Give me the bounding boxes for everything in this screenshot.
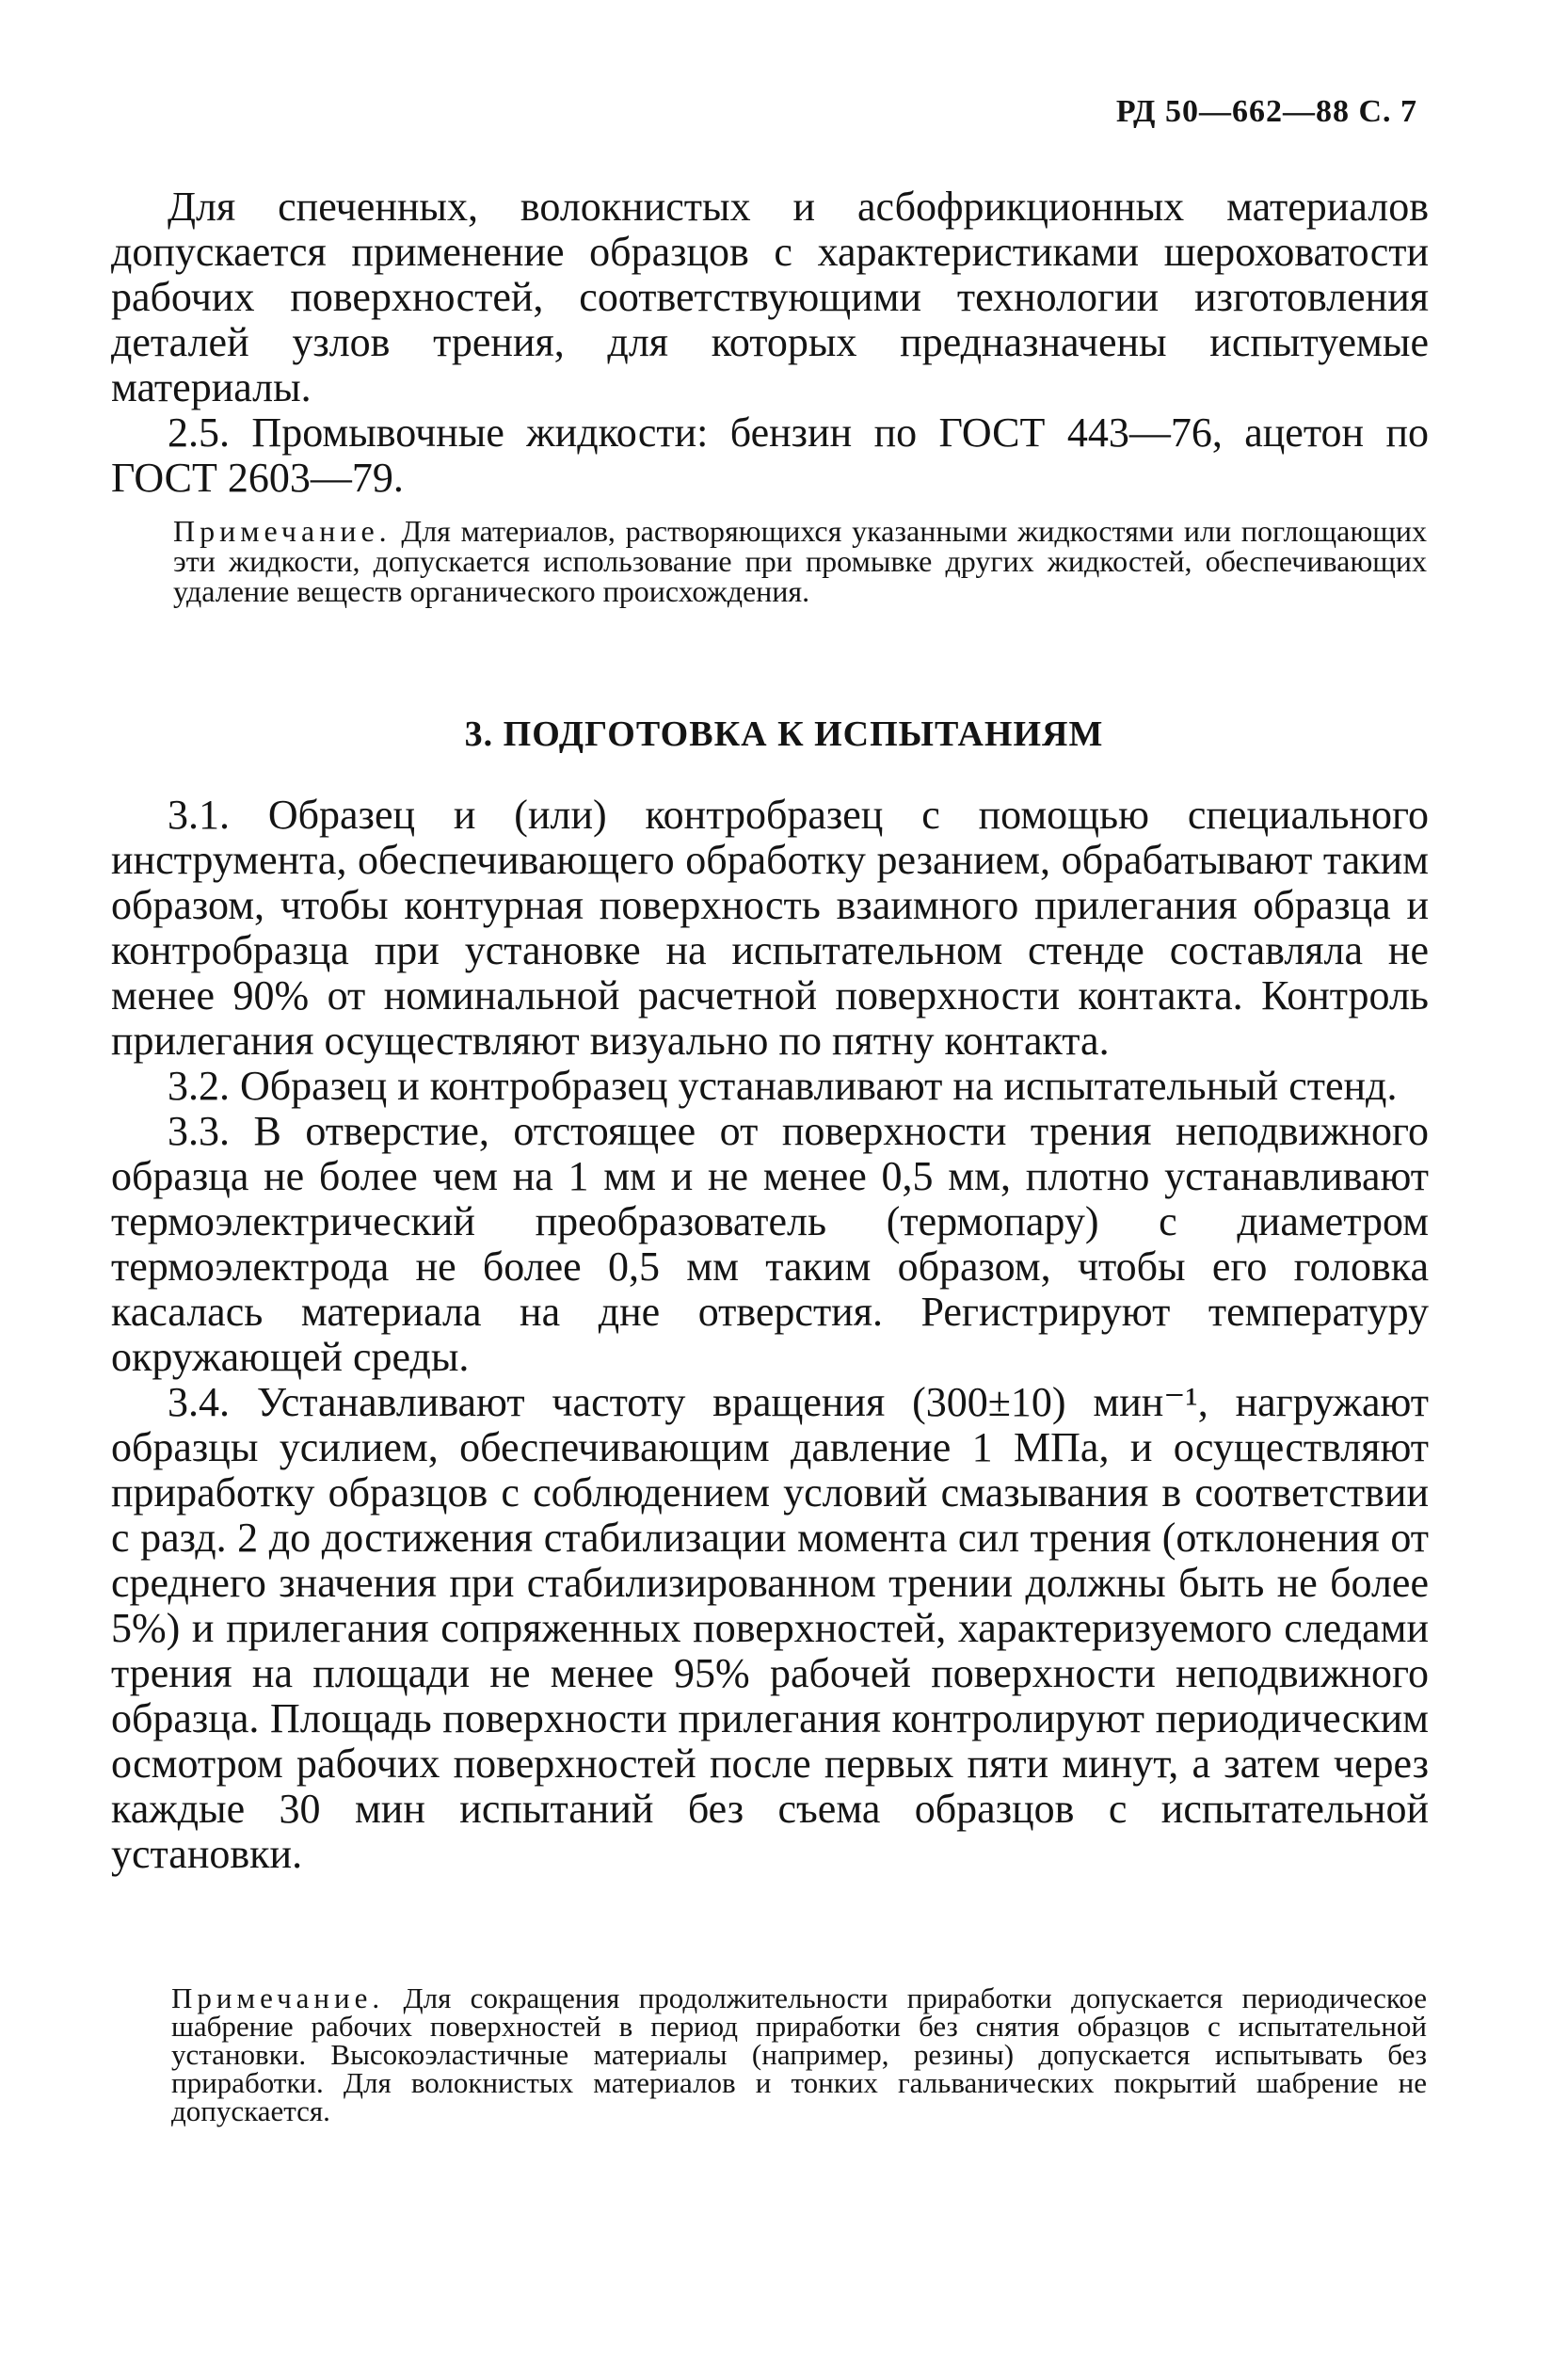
intro-block [111, 184, 1429, 501]
section-3-body [111, 793, 1429, 1877]
section-heading: 3. ПОДГОТОВКА К ИСПЫТАНИЯМ [464, 714, 1104, 754]
paragraph-2-5: 2.5. Промывочные жидкости: бензин по ГОСТ 443—76, ацетон по ГОСТ 2603—79. [111, 409, 1429, 501]
paragraph-3-3: 3.3. В отверстие, отстоящее от поверхности трения неподвижного образца не более чем на 1 мм и не менее 0,5 мм, плотно устанавливают термоэлектрический преобразователь (термопару) с диаметром термоэлектрода не более 0,5 мм таким образом, чтобы его головка касалась материала на дне отверстия. Регистрируют температуру окружающей среды. [111, 1108, 1429, 1380]
note-text: Для материалов, растворяющихся указанными жидкостями или поглощающих эти жидкости, допускается использование при промывке других жидкостей, обеспечивающих удаление веществ органического происхождения. [173, 514, 1427, 608]
note-running-in [171, 1981, 1427, 2127]
paragraph-3-4: 3.4. Устанавливают частоту вращения (300±10) мин⁻¹, нагружают образцы усилием, обеспечивающим давление 1 МПа, и осуществляют приработку образцов с соблюдением условий смазывания в соответствии с разд. 2 до достижения стабилизации момента сил трения (отклонения от среднего значения при стабилизированном трении должны быть не более 5%) и прилегания сопряженных поверхностей, характеризуемого следами трения на площади не менее 95% рабочей поверхности неподвижного образца. Площадь поверхности прилегания контролируют периодическим осмотром рабочих поверхностей после первых пяти минут, а затем через каждые 30 мин испытаний без съема образцов с испытательной установки. [111, 1379, 1429, 1877]
paragraph-3-2: 3.2. Образец и контробразец устанавливают на испытательный стенд. [168, 1063, 1398, 1109]
note-label: Примечание. [171, 1981, 385, 2014]
note-washing-liquids [173, 516, 1427, 606]
paragraph-3-1: 3.1. Образец и (или) контробразец с помощью специального инструмента, обеспечивающего обработку резанием, обрабатывают таким образом, чтобы контурная поверхность взаимного прилегания образца и контробразца при установке на испытательном стенде составляла не менее 90% от номинальной расчетной поверхности контакта. Контроль прилегания осуществляют визуально по пятну контакта. [111, 792, 1429, 1064]
note-text: Для сокращения продолжительности приработки допускается периодическое шабрение рабочих поверхностей в период приработки без снятия образцов с испытательной установки. Высокоэластичные материалы (например, резины) допускается испытывать без приработки. Для волокнистых материалов и тонких гальванических покрытий шабрение не допускается. [171, 1981, 1427, 2127]
note-label: Примечание. [173, 514, 392, 548]
paragraph-sintered-materials: Для спеченных, волокнистых и асбофрикционных материалов допускается применение образцов с характеристиками шероховатости рабочих поверхностей, соответствующими технологии изготовления деталей узлов трения, для которых предназначены испытуемые материалы. [111, 184, 1429, 410]
page-header: РД 50—662—88 С. 7 [1115, 94, 1417, 129]
